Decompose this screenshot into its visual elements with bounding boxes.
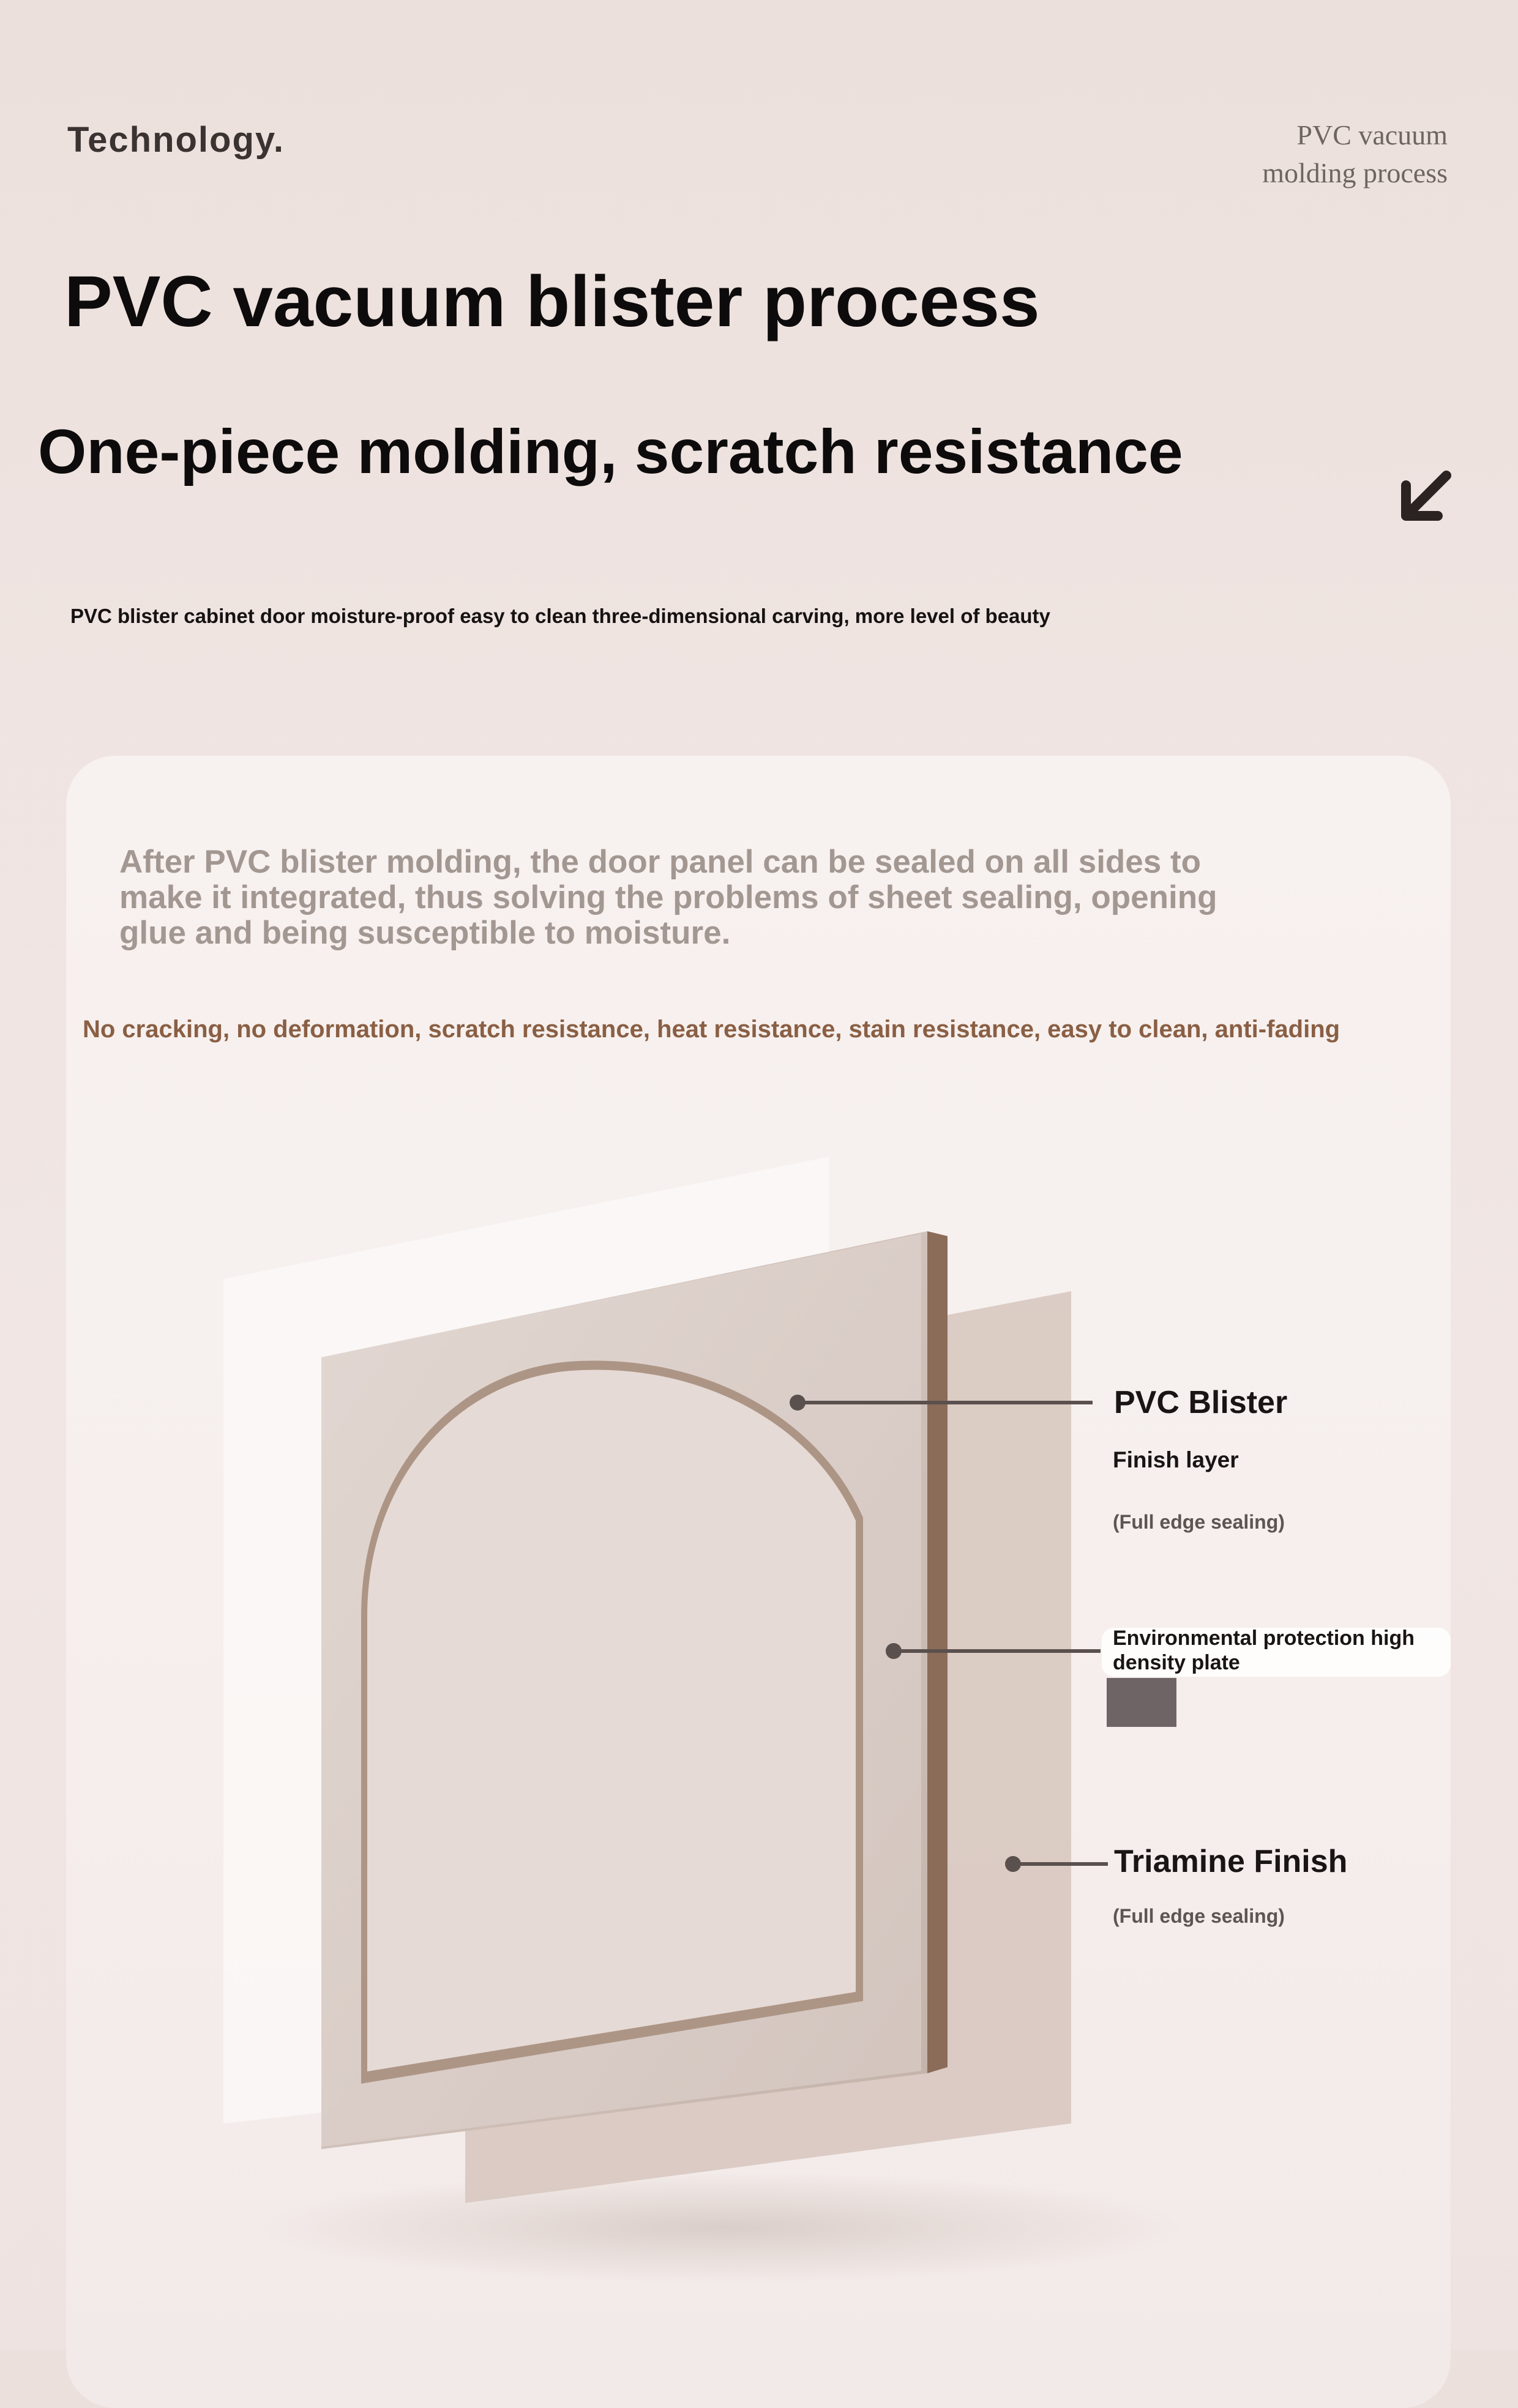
label-finish-layer: Finish layer xyxy=(1113,1447,1239,1472)
ground-shadow xyxy=(257,2172,1187,2283)
page-title: PVC vacuum blister process xyxy=(64,261,1040,342)
features-line: No cracking, no deformation, scratch resistance, heat resistance, stain resistance, easy to clean, anti-fading xyxy=(83,1016,1340,1043)
core-color-swatch xyxy=(1107,1678,1176,1727)
label-core-board: Environmental protection high density plate xyxy=(1113,1627,1415,1674)
label-triamine-finish: Triamine Finish xyxy=(1114,1844,1348,1879)
pvc-overlay xyxy=(321,1234,921,2147)
intro-note: PVC blister cabinet door moisture-proof easy to clean three-dimensional carving, more level of beauty xyxy=(70,605,1050,627)
brand-label: Technology. xyxy=(67,120,285,160)
description-paragraph: After PVC blister molding, the door panel can be sealed on all sides to make it integrated, thus solving the problems of sheet sealing, opening glue and being susceptible to moisture. xyxy=(119,844,1217,951)
corner-note-line2: molding process xyxy=(1262,157,1448,188)
label-pvc-note: (Full edge sealing) xyxy=(1113,1511,1285,1533)
label-triamine-note: (Full edge sealing) xyxy=(1113,1905,1285,1927)
corner-note-line1: PVC vacuum xyxy=(1296,119,1448,151)
label-pvc-blister: PVC Blister xyxy=(1114,1385,1288,1420)
page-subtitle: One-piece molding, scratch resistance xyxy=(38,417,1183,486)
